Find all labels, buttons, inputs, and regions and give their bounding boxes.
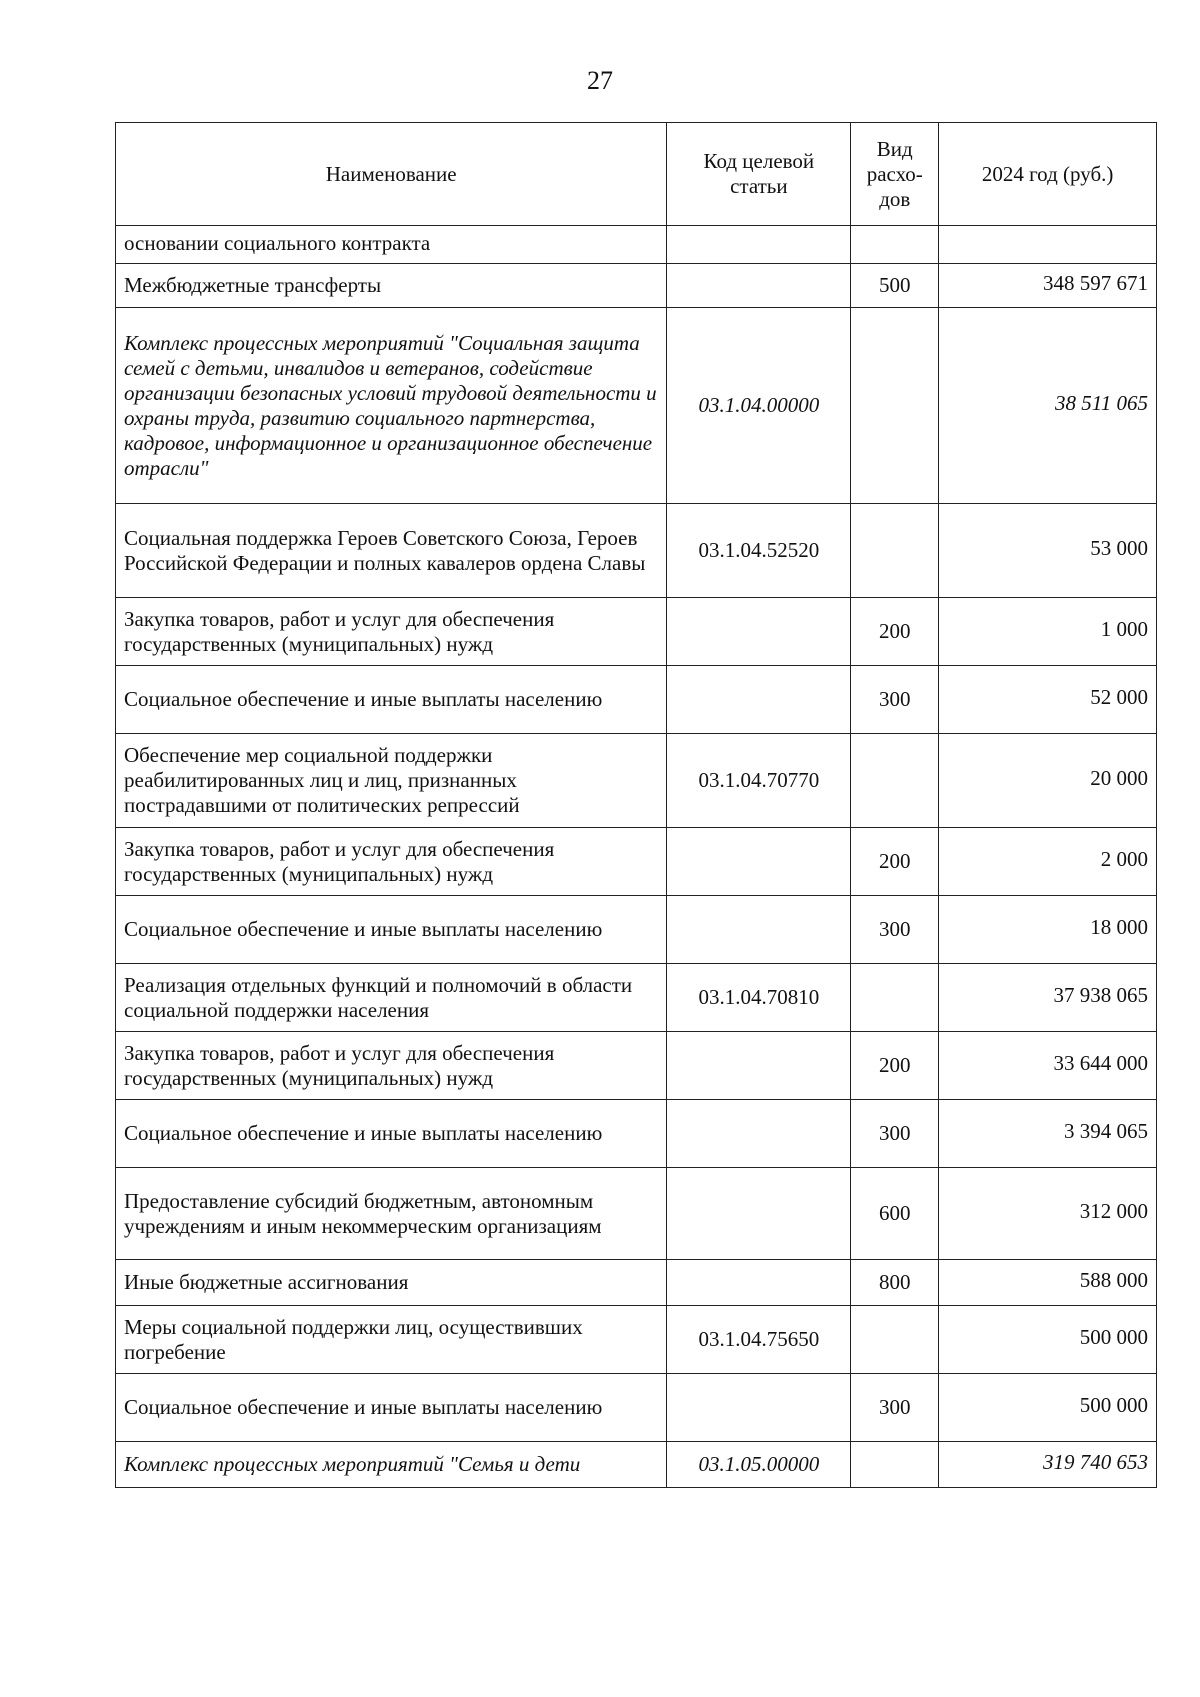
table-row bbox=[116, 1374, 1157, 1442]
row-code-cell bbox=[667, 264, 851, 308]
row-amount-cell: 33 644 000 bbox=[939, 1032, 1157, 1100]
row-type-cell bbox=[851, 308, 939, 504]
row-type-cell: 300 bbox=[851, 1374, 939, 1442]
row-name-cell: Меры социальной поддержки лиц, осуществивших погребение bbox=[116, 1306, 667, 1374]
row-type-cell: 600 bbox=[851, 1168, 939, 1260]
row-type-cell: 300 bbox=[851, 666, 939, 734]
row-type-cell: 300 bbox=[851, 896, 939, 964]
row-code-cell: 03.1.04.00000 bbox=[667, 308, 851, 504]
table-body bbox=[116, 226, 1157, 1488]
row-type-cell: 200 bbox=[851, 1032, 939, 1100]
row-name-cell: Закупка товаров, работ и услуг для обеспечения государственных (муниципальных) нужд bbox=[116, 1032, 667, 1100]
row-type-cell bbox=[851, 734, 939, 828]
table-row bbox=[116, 308, 1157, 504]
row-code-cell: 03.1.04.70770 bbox=[667, 734, 851, 828]
header-row bbox=[116, 123, 1157, 226]
table-row bbox=[116, 896, 1157, 964]
table-row bbox=[116, 1260, 1157, 1306]
row-amount-cell: 38 511 065 bbox=[939, 308, 1157, 504]
row-code-cell: 03.1.04.52520 bbox=[667, 504, 851, 598]
table-row bbox=[116, 1442, 1157, 1488]
row-type-cell bbox=[851, 1442, 939, 1488]
row-code-cell bbox=[667, 666, 851, 734]
table-row bbox=[116, 964, 1157, 1032]
row-code-cell: 03.1.05.00000 bbox=[667, 1442, 851, 1488]
row-code-cell bbox=[667, 1374, 851, 1442]
row-type-cell: 300 bbox=[851, 1100, 939, 1168]
table-row bbox=[116, 504, 1157, 598]
row-type-cell bbox=[851, 226, 939, 264]
table-row bbox=[116, 666, 1157, 734]
row-type-cell: 800 bbox=[851, 1260, 939, 1306]
row-code-cell bbox=[667, 1168, 851, 1260]
table-row bbox=[116, 264, 1157, 308]
row-name-cell: Реализация отдельных функций и полномочий в области социальной поддержки населения bbox=[116, 964, 667, 1032]
row-amount-cell: 37 938 065 bbox=[939, 964, 1157, 1032]
row-type-cell bbox=[851, 1306, 939, 1374]
row-code-cell bbox=[667, 828, 851, 896]
row-code-cell: 03.1.04.75650 bbox=[667, 1306, 851, 1374]
row-amount-cell: 2 000 bbox=[939, 828, 1157, 896]
table-row bbox=[116, 734, 1157, 828]
row-amount-cell: 18 000 bbox=[939, 896, 1157, 964]
table-row bbox=[116, 1100, 1157, 1168]
row-name-cell: основании социального контракта bbox=[116, 226, 667, 264]
row-name-cell: Социальное обеспечение и иные выплаты населению bbox=[116, 896, 667, 964]
row-amount-cell: 53 000 bbox=[939, 504, 1157, 598]
row-name-cell: Комплекс процессных мероприятий "Социальная защита семей с детьми, инвалидов и ветеранов, содействие организации безопасных условий трудовой деятельности и охраны труда, развитию социального партнерства, кадровое, информационное и организационное обеспечение отрасли" bbox=[116, 308, 667, 504]
row-amount-cell: 20 000 bbox=[939, 734, 1157, 828]
row-name-cell: Закупка товаров, работ и услуг для обеспечения государственных (муниципальных) нужд bbox=[116, 828, 667, 896]
row-type-cell bbox=[851, 504, 939, 598]
page-number: 27 bbox=[587, 66, 613, 95]
row-name-cell: Обеспечение мер социальной поддержки реабилитированных лиц и лиц, признанных пострадавшими от политических репрессий bbox=[116, 734, 667, 828]
row-type-cell: 500 bbox=[851, 264, 939, 308]
row-amount-cell: 312 000 bbox=[939, 1168, 1157, 1260]
row-code-cell bbox=[667, 598, 851, 666]
table-row bbox=[116, 226, 1157, 264]
budget-table bbox=[115, 122, 1157, 1488]
row-name-cell: Социальное обеспечение и иные выплаты населению bbox=[116, 666, 667, 734]
table-row bbox=[116, 1306, 1157, 1374]
row-name-cell: Комплекс процессных мероприятий "Семья и дети bbox=[116, 1442, 667, 1488]
row-name-cell: Социальное обеспечение и иные выплаты населению bbox=[116, 1100, 667, 1168]
row-amount-cell: 1 000 bbox=[939, 598, 1157, 666]
row-amount-cell: 500 000 bbox=[939, 1306, 1157, 1374]
row-code-cell bbox=[667, 1100, 851, 1168]
row-type-cell: 200 bbox=[851, 598, 939, 666]
row-code-cell: 03.1.04.70810 bbox=[667, 964, 851, 1032]
header-code: Код целевой статьи bbox=[667, 123, 851, 226]
row-code-cell bbox=[667, 1260, 851, 1306]
row-amount-cell: 3 394 065 bbox=[939, 1100, 1157, 1168]
header-name: Наименование bbox=[116, 123, 667, 226]
table-row bbox=[116, 828, 1157, 896]
table-row bbox=[116, 598, 1157, 666]
row-amount-cell: 348 597 671 bbox=[939, 264, 1157, 308]
row-name-cell: Закупка товаров, работ и услуг для обеспечения государственных (муниципальных) нужд bbox=[116, 598, 667, 666]
row-amount-cell: 500 000 bbox=[939, 1374, 1157, 1442]
header-amount: 2024 год (руб.) bbox=[939, 123, 1157, 226]
row-type-cell bbox=[851, 964, 939, 1032]
row-name-cell: Межбюджетные трансферты bbox=[116, 264, 667, 308]
row-name-cell: Иные бюджетные ассигнования bbox=[116, 1260, 667, 1306]
row-code-cell bbox=[667, 226, 851, 264]
row-name-cell: Социальная поддержка Героев Советского Союза, Героев Российской Федерации и полных кавалеров ордена Славы bbox=[116, 504, 667, 598]
row-amount-cell: 319 740 653 bbox=[939, 1442, 1157, 1488]
row-code-cell bbox=[667, 896, 851, 964]
row-name-cell: Социальное обеспечение и иные выплаты населению bbox=[116, 1374, 667, 1442]
header-type: Вид расхо-дов bbox=[851, 123, 939, 226]
table-row bbox=[116, 1032, 1157, 1100]
row-amount-cell: 588 000 bbox=[939, 1260, 1157, 1306]
row-amount-cell: 52 000 bbox=[939, 666, 1157, 734]
table-row bbox=[116, 1168, 1157, 1260]
row-type-cell: 200 bbox=[851, 828, 939, 896]
row-code-cell bbox=[667, 1032, 851, 1100]
row-amount-cell bbox=[939, 226, 1157, 264]
row-name-cell: Предоставление субсидий бюджетным, автономным учреждениям и иным некоммерческим организациям bbox=[116, 1168, 667, 1260]
